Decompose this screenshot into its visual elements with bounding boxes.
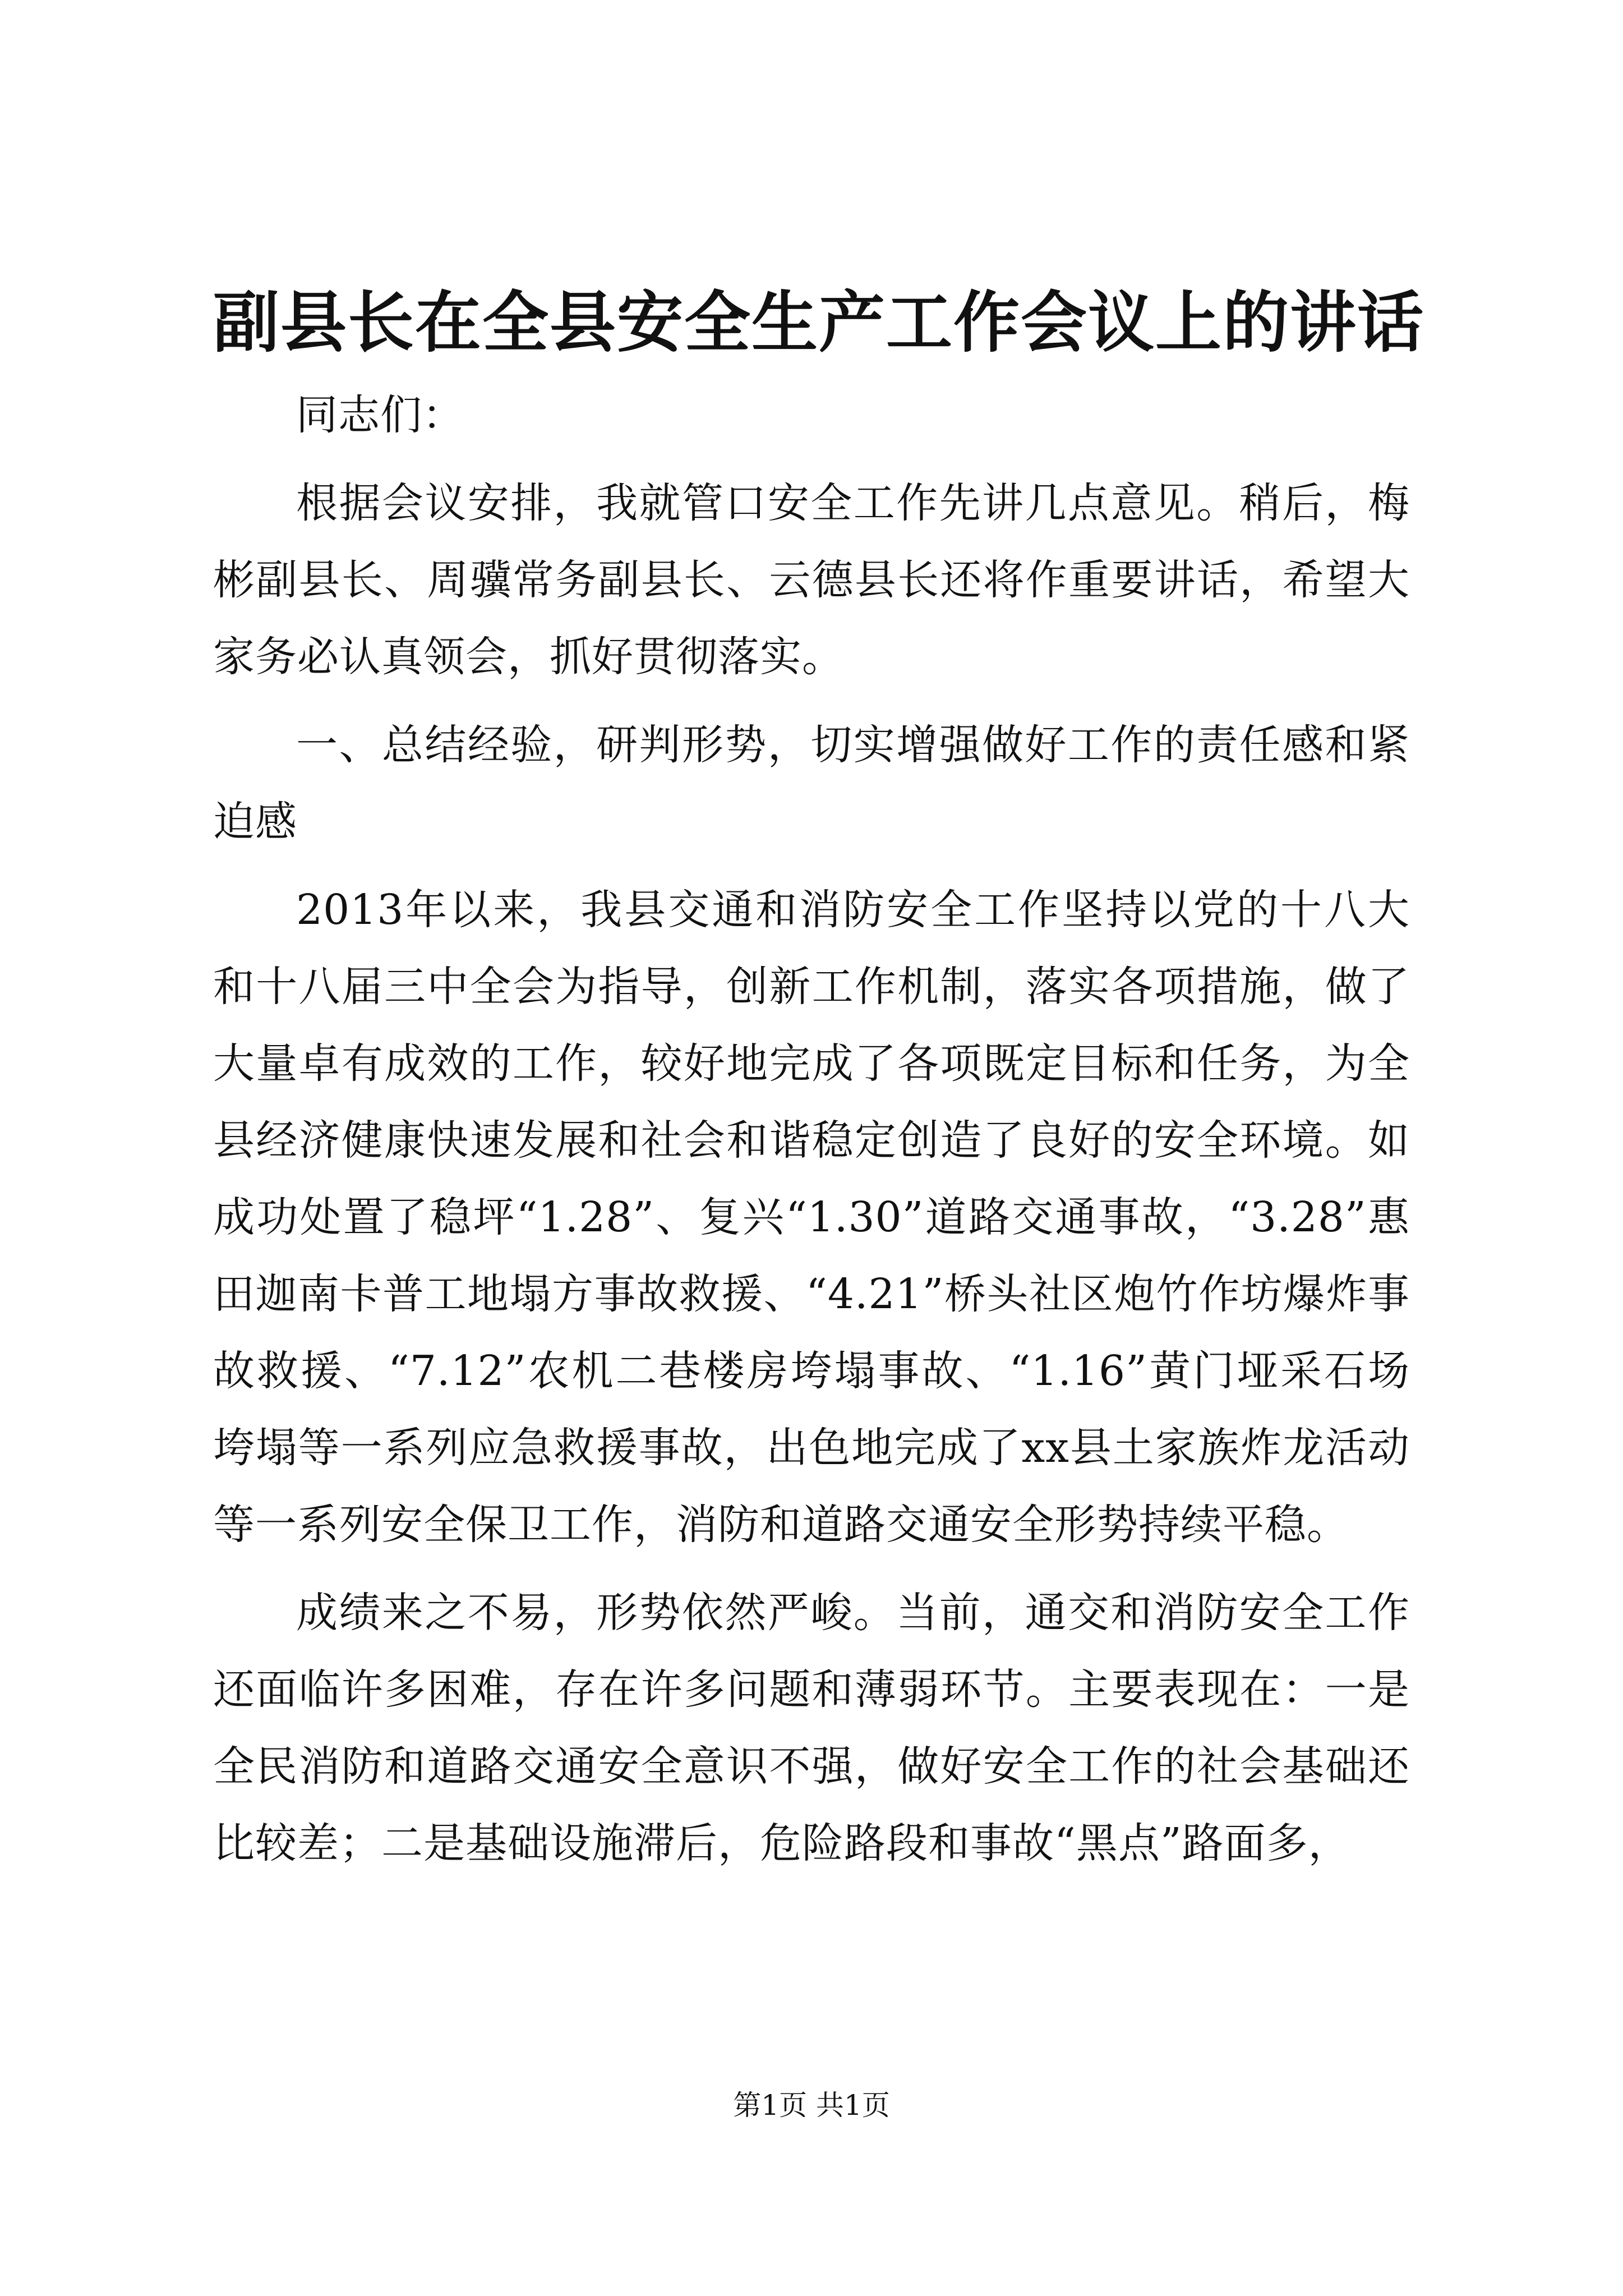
achievements-paragraph: 2013年以来，我县交通和消防安全工作坚持以党的十八大和十八届三中全会为指导，创新工作机制，落实各项措施，做了大量卓有成效的工作，较好地完成了各项既定目标和任务，为全县经济健康快速发展和社会和谐稳定创造了良好的安全环境。如成功处置了稳坪“1.28”、复兴“1.30”道路交通事故，“3.28”惠田迦南卡普工地塌方事故救援、“4.21”桥头社区炮竹作坊爆炸事故救援、“7.12”农机二巷楼房垮塌事故、“1.16”黄门垭采石场垮塌等一系列应急救援事故，出色地完成了xx县土家族炸龙活动等一系列安全保卫工作，消防和道路交通安全形势持续平稳。 <box>213 886 1410 1549</box>
salutation-paragraph: 同志们： <box>296 391 464 439</box>
page-number-footer: 第1页 共1页 <box>733 2089 890 2122</box>
document-title: 副县长在全县安全生产工作会议上的讲话 <box>213 283 1425 361</box>
challenges-paragraph: 成绩来之不易，形势依然严峻。当前，通交和消防安全工作还面临许多困难，存在许多问题和薄弱环节。主要表现在：一是全民消防和道路交通安全意识不强，做好安全工作的社会基础还比较差；二是基础设施滞后，危险路段和事故“黑点”路面多， <box>213 1589 1410 1867</box>
intro-paragraph: 根据会议安排，我就管口安全工作先讲几点意见。稍后，梅彬副县长、周骥常务副县长、云德县长还将作重要讲话，希望大家务必认真领会，抓好贯彻落实。 <box>213 479 1410 681</box>
document-body <box>213 377 1410 1882</box>
section-heading-paragraph: 一、总结经验，研判形势，切实增强做好工作的责任感和紧迫感 <box>213 721 1410 846</box>
